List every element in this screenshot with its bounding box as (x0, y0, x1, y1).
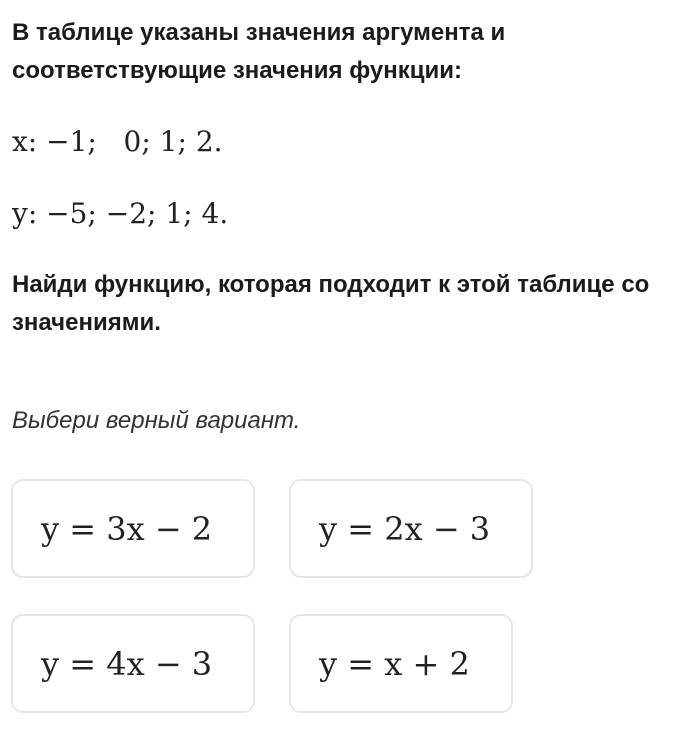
x-values-line: x: −1; 0; 1; 2. (12, 125, 223, 158)
question-text: В таблице указаны значения аргумента и соответствующие значения функции: (12, 19, 506, 84)
instruction-text: Выбери верный вариант. (12, 407, 301, 434)
answer-option-3[interactable]: y = 4x − 3 (11, 614, 255, 713)
answer-option-2[interactable]: y = 2x − 3 (289, 479, 533, 578)
y-values-line: y: −5; −2; 1; 4. (12, 197, 229, 230)
answer-option-1[interactable]: y = 3x − 2 (11, 479, 255, 578)
task-text: Найди функцию, которая подходит к этой таблице со значениями. (12, 271, 650, 336)
answer-option-4[interactable]: y = x + 2 (289, 614, 513, 713)
